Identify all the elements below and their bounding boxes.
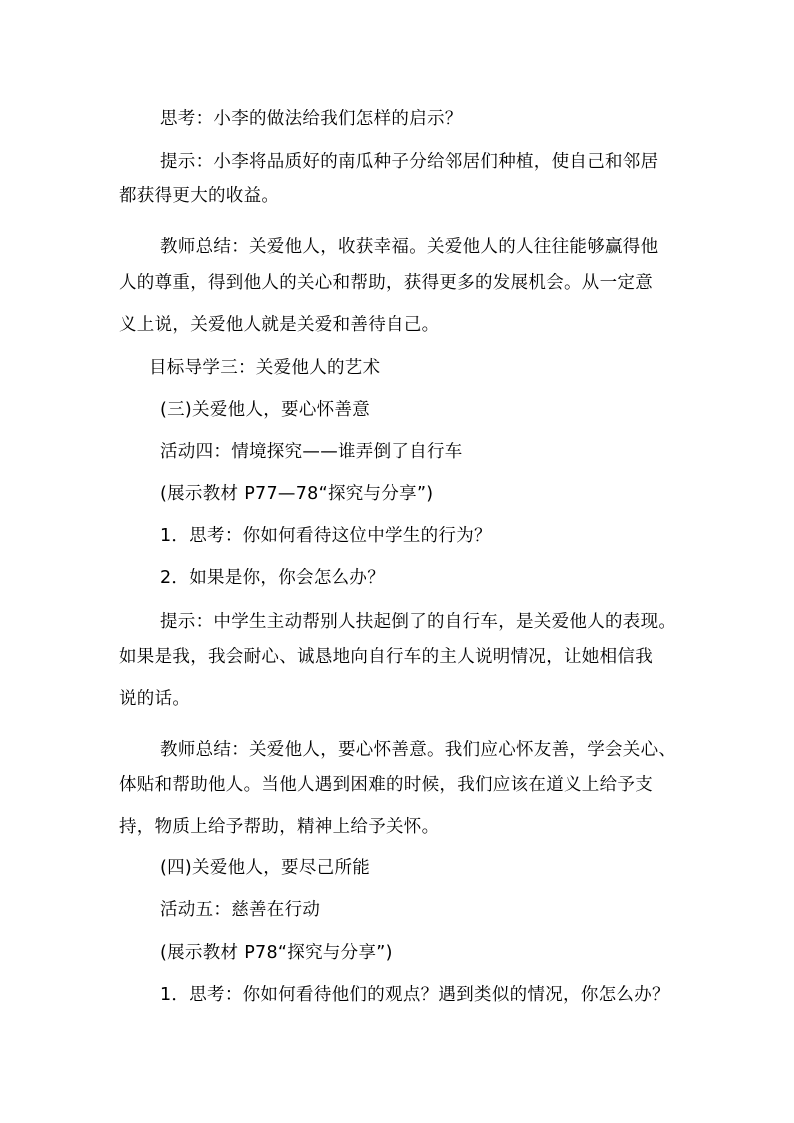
subsection-heading: (三)关爱他人，要心怀善意 (160, 400, 371, 420)
paragraph-line: 教师总结：关爱他人，收获幸福。关爱他人的人往往能够赢得他 (160, 237, 659, 257)
paragraph-line: 说的话。 (119, 689, 191, 709)
paragraph-line: (展示教材 P78“探究与分享”) (160, 943, 393, 963)
paragraph-line: 如果是我，我会耐心、诚恳地向自行车的主人说明情况，让她相信我 (119, 647, 653, 667)
paragraph-line: 都获得更大的收益。 (119, 186, 280, 206)
question-line: 1．思考：你如何看待他们的观点？遇到类似的情况，你怎么办？ (160, 985, 670, 1005)
activity-heading: 活动四：情境探究——谁弄倒了自行车 (160, 442, 463, 462)
section-heading: 目标导学三：关爱他人的艺术 (149, 358, 381, 378)
question-line: 1．思考：你如何看待这位中学生的行为？ (160, 526, 492, 546)
paragraph-line: 体贴和帮助他人。当他人遇到困难的时候，我们应该在道义上给予支 (119, 775, 653, 795)
paragraph-line: 持，物质上给予帮助，精神上给予关怀。 (119, 817, 440, 837)
paragraph-line: 义上说，关爱他人就是关爱和善待自己。 (119, 315, 440, 335)
paragraph-line: 思考：小李的做法给我们怎样的启示？ (160, 109, 463, 129)
subsection-heading: (四)关爱他人，要尽己所能 (160, 858, 371, 878)
paragraph-line: 提示：中学生主动帮别人扶起倒了的自行车，是关爱他人的表现。 (160, 612, 677, 632)
paragraph-line: 教师总结：关爱他人，要心怀善意。我们应心怀友善，学会关心、 (160, 740, 677, 760)
paragraph-line: 提示：小李将品质好的南瓜种子分给邻居们种植，使自己和邻居 (160, 152, 659, 172)
paragraph-line: 人的尊重，得到他人的关心和帮助，获得更多的发展机会。从一定意 (119, 273, 653, 293)
activity-heading: 活动五：慈善在行动 (160, 900, 321, 920)
paragraph-line: (展示教材 P77—78“探究与分享”) (160, 484, 434, 504)
question-line: 2．如果是你，你会怎么办？ (160, 568, 386, 588)
